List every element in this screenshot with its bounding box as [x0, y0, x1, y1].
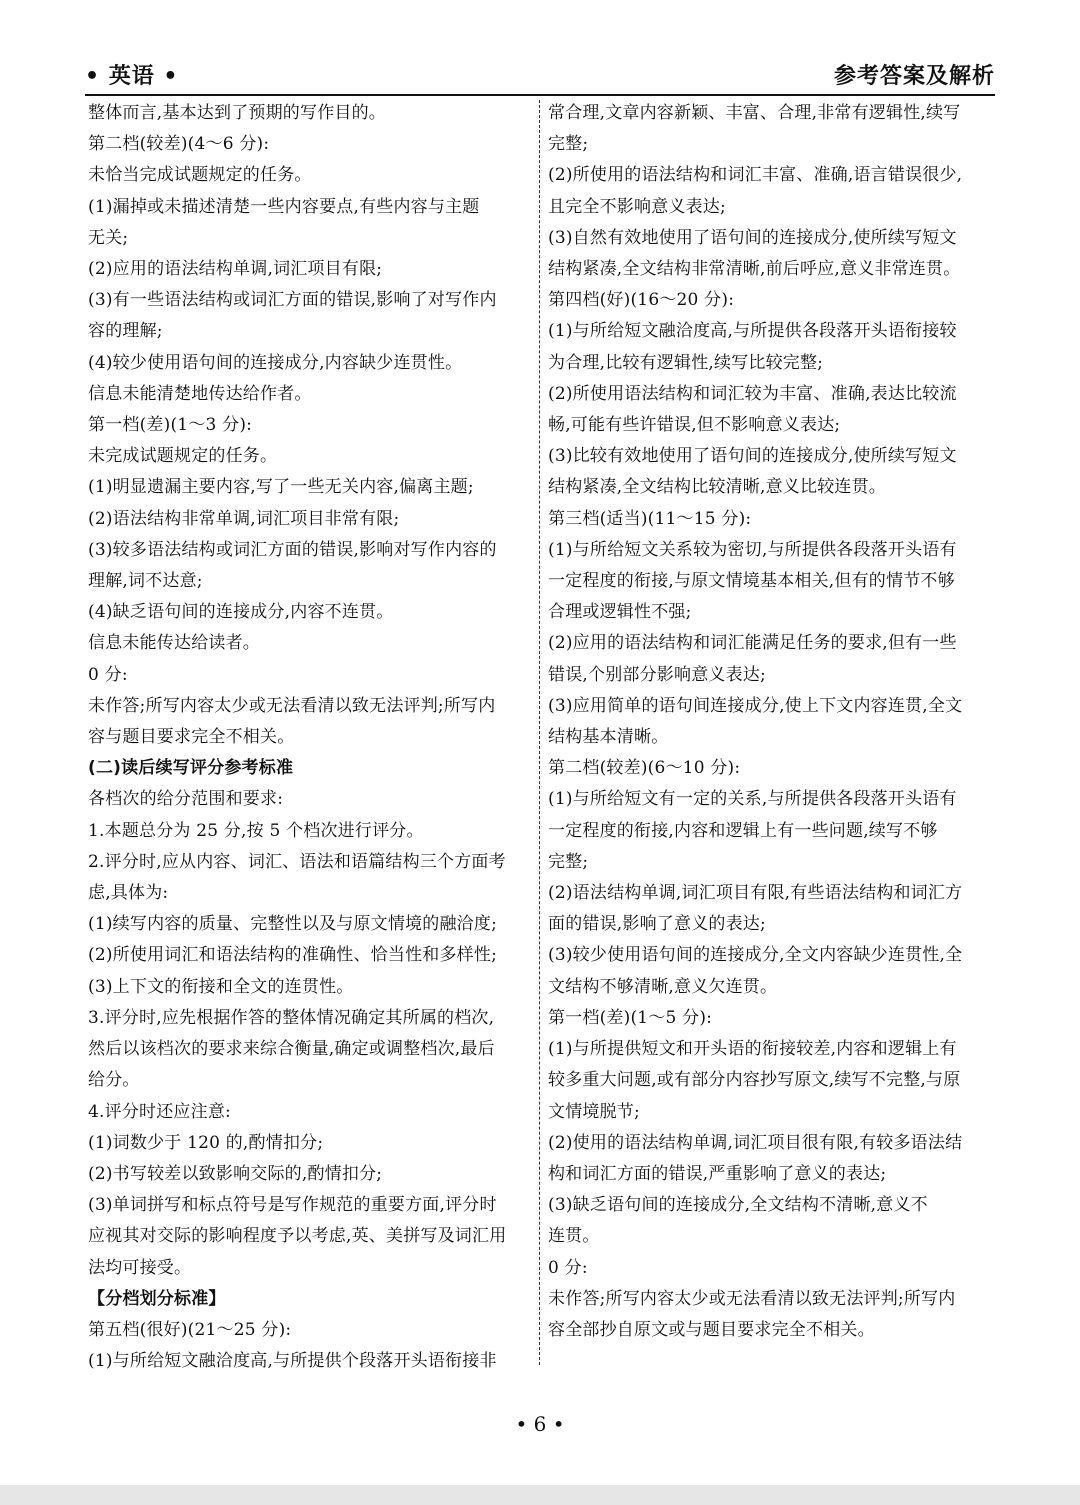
- text-line: 一定程度的衔接,与原文情境基本相关,但有的情节不够: [548, 571, 955, 592]
- text-line: 第四档(好)(16～20 分):: [548, 290, 735, 311]
- text-line: 2.评分时,应从内容、词汇、语法和语篇结构三个方面考: [88, 851, 506, 872]
- text-line: 且完全不影响意义表达;: [548, 196, 726, 217]
- text-line: (3)自然有效地使用了语句间的连接成分,使所续写短文: [548, 227, 957, 248]
- text-line: (2)所使用的语法结构和词汇丰富、准确,语言错误很少,: [548, 165, 963, 186]
- text-line: (1)与所给短文融洽度高,与所提供各段落开头语衔接较: [548, 321, 957, 342]
- right-column: [548, 98, 995, 1346]
- text-line: (3)单词拼写和标点符号是写作规范的重要方面,评分时: [88, 1195, 497, 1216]
- text-line: 给分。: [88, 1070, 140, 1091]
- text-line: 1.本题总分为 25 分,按 5 个档次进行评分。: [88, 820, 424, 841]
- text-line: (2)书写较差以致影响交际的,酌情扣分;: [88, 1163, 383, 1184]
- text-line: 结构紧凑,全文结构非常清晰,前后呼应,意义非常连贯。: [548, 259, 961, 280]
- text-line: 较多重大问题,或有部分内容抄写原文,续写不完整,与原: [548, 1070, 961, 1091]
- text-line: 第三档(适当)(11～15 分):: [548, 508, 752, 529]
- text-line: (1)续写内容的质量、完整性以及与原文情境的融洽度;: [88, 914, 498, 935]
- text-line: 无关;: [88, 227, 129, 248]
- text-line: 第五档(很好)(21～25 分):: [88, 1319, 292, 1340]
- text-line: (2)使用的语法结构单调,词汇项目很有限,有较多语法结: [548, 1132, 963, 1153]
- text-line: 信息未能传达给读者。: [88, 633, 260, 654]
- text-line: 法均可接受。: [88, 1257, 192, 1278]
- text-line: (1)与所给短文关系较为密切,与所提供各段落开头语有: [548, 539, 957, 560]
- text-line: 第一档(差)(1～3 分):: [88, 415, 253, 436]
- text-line: 理解,词不达意;: [88, 571, 203, 592]
- left-column: [88, 98, 535, 1377]
- text-line: (2)所使用语法结构和词汇较为丰富、准确,表达比较流: [548, 383, 957, 404]
- text-line: (1)与所提供短文和开头语的衔接较差,内容和逻辑上有: [548, 1039, 957, 1060]
- text-line: 合理或逻辑性不强;: [548, 602, 692, 623]
- text-line: (2)所使用词汇和语法结构的准确性、恰当性和多样性;: [88, 945, 498, 966]
- text-line: (3)缺乏语句间的连接成分,全文结构不清晰,意义不: [548, 1195, 928, 1216]
- text-line: 第二档(较差)(6～10 分):: [548, 758, 741, 779]
- text-line: 未作答;所写内容太少或无法看清以致无法评判;所写内: [88, 695, 496, 716]
- page-header: [85, 58, 995, 96]
- text-line: (2)应用的语法结构和词汇能满足任务的要求,但有一些: [548, 633, 957, 654]
- text-line: (3)应用简单的语句间连接成分,使上下文内容连贯,全文: [548, 695, 963, 716]
- text-line: 第二档(较差)(4～6 分):: [88, 134, 270, 155]
- text-line: 完整;: [548, 851, 589, 872]
- text-line: (3)有一些语法结构或词汇方面的错误,影响了对写作内: [88, 290, 497, 311]
- text-line: 各档次的给分范围和要求:: [88, 789, 284, 810]
- text-line: 第一档(差)(1～5 分):: [548, 1007, 713, 1028]
- text-line: (3)较少使用语句间的连接成分,全文内容缺少连贯性,全: [548, 945, 963, 966]
- text-line: (1)明显遗漏主要内容,写了一些无关内容,偏离主题;: [88, 477, 474, 498]
- text-line: 未作答;所写内容太少或无法看清以致无法评判;所写内: [548, 1288, 956, 1309]
- text-line: 构和词汇方面的错误,严重影响了意义的表达;: [548, 1163, 887, 1184]
- text-line: (4)缺乏语句间的连接成分,内容不连贯。: [88, 602, 394, 623]
- bottom-edge: [0, 1485, 1080, 1505]
- text-line: (4)较少使用语句间的连接成分,内容缺少连贯性。: [88, 352, 463, 373]
- text-line: 连贯。: [548, 1226, 600, 1247]
- text-line: 0 分:: [548, 1257, 588, 1278]
- text-line: (3)比较有效地使用了语句间的连接成分,使所续写短文: [548, 446, 957, 467]
- text-line: 结构基本清晰。: [548, 727, 669, 748]
- text-line: (1)词数少于 120 的,酌情扣分;: [88, 1132, 324, 1153]
- text-line: 虑,具体为:: [88, 883, 169, 904]
- text-line: 0 分:: [88, 664, 128, 685]
- text-line: 信息未能清楚地传达给作者。: [88, 383, 312, 404]
- text-line: (1)与所给短文有一定的关系,与所提供各段落开头语有: [548, 789, 957, 810]
- text-line: 面的错误,影响了意义的表达;: [548, 914, 766, 935]
- subject-label: • 英语 •: [85, 64, 179, 89]
- text-line: 文情境脱节;: [548, 1101, 640, 1122]
- text-line: 【分档划分标准】: [88, 1288, 226, 1309]
- text-line: 为合理,比较有逻辑性,续写比较完整;: [548, 352, 824, 373]
- text-line: 一定程度的衔接,内容和逻辑上有一些问题,续写不够: [548, 820, 938, 841]
- text-line: (3)较多语法结构或词汇方面的错误,影响对写作内容的: [88, 539, 497, 560]
- text-line: 常合理,文章内容新颖、丰富、合理,非常有逻辑性,续写: [548, 103, 961, 123]
- text-line: 未完成试题规定的任务。: [88, 446, 278, 467]
- text-line: 文结构不够清晰,意义欠连贯。: [548, 976, 778, 997]
- text-line: 畅,可能有些许错误,但不影响意义表达;: [548, 415, 841, 436]
- page-number: • 6 •: [515, 1412, 565, 1436]
- text-line: 4.评分时还应注意:: [88, 1101, 231, 1122]
- section-title: 参考答案及解析: [833, 64, 995, 89]
- text-line: (2)语法结构单调,词汇项目有限,有些语法结构和词汇方: [548, 883, 963, 904]
- text-line: 整体而言,基本达到了预期的写作目的。: [88, 103, 387, 123]
- text-line: 容的理解;: [88, 321, 163, 342]
- text-line: 容与题目要求完全不相关。: [88, 727, 295, 748]
- text-line: (2)应用的语法结构单调,词汇项目有限;: [88, 259, 383, 280]
- text-line: 应视其对交际的影响程度予以考虑,英、美拼写及词汇用: [88, 1226, 507, 1247]
- text-line: 3.评分时,应先根据作答的整体情况确定其所属的档次,: [88, 1007, 495, 1028]
- text-line: (2)语法结构非常单调,词汇项目非常有限;: [88, 508, 400, 529]
- text-line: (二)读后续写评分参考标准: [88, 758, 294, 779]
- text-line: 完整;: [548, 134, 589, 155]
- text-line: 然后以该档次的要求来综合衡量,确定或调整档次,最后: [88, 1039, 495, 1060]
- text-line: 未恰当完成试题规定的任务。: [88, 165, 312, 186]
- text-line: (3)上下文的衔接和全文的连贯性。: [88, 976, 354, 997]
- text-line: 错误,个别部分影响意义表达;: [548, 664, 766, 685]
- text-line: (1)与所给短文融洽度高,与所提供个段落开头语衔接非: [88, 1351, 497, 1372]
- column-divider: [539, 100, 540, 1365]
- text-line: (1)漏掉或未描述清楚一些内容要点,有些内容与主题: [88, 196, 480, 217]
- text-line: 结构紧凑,全文结构比较清晰,意义比较连贯。: [548, 477, 887, 498]
- text-line: 容全部抄自原文或与题目要求完全不相关。: [548, 1319, 875, 1340]
